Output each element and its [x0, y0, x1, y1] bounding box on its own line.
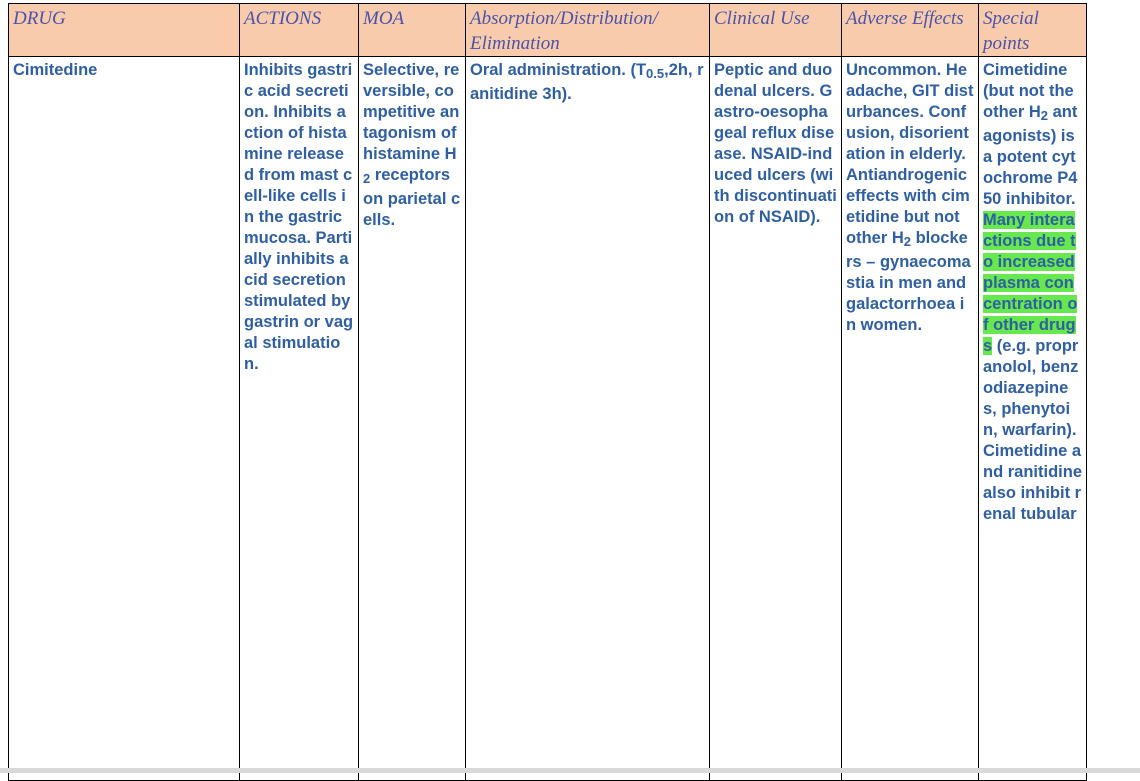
special-text: Cimetidine (but not the other H	[983, 61, 1074, 121]
adverse-text-end: blockers – gynaecomastia in men and galactorrhoea in women.	[846, 229, 971, 334]
cell-adverse-effects	[842, 57, 979, 781]
moa-text-end: receptors on parietal cells.	[363, 166, 461, 229]
special-text-end: (e.g. propranolol, benzodiazepines, phenytoin, warfarin). Cimetidine and ranitidine also inhibit renal tubular	[983, 337, 1082, 523]
header-drug: DRUG	[9, 4, 240, 57]
cell-clinical-use: Peptic and duodenal ulcers. Gastro-oesophageal reflux disease. NSAID-induced ulcers (with discontinuation of NSAID).	[710, 57, 842, 781]
cell-drug: Cimitedine	[9, 57, 240, 781]
header-absorption: Absorption/Distribution/ Elimination	[466, 4, 710, 57]
header-clinical-use: Clinical Use	[710, 4, 842, 57]
absorption-text: Oral administration. (T	[470, 61, 647, 79]
highlighted-text: Many interactions due to increased plasma concentration of other drugs	[983, 211, 1078, 355]
absorption-text-end: ,2h, ranitidine 3h).	[470, 61, 704, 103]
header-moa: MOA	[359, 4, 466, 57]
header-special-points: Special points	[979, 4, 1087, 57]
special-text-mid: antagonists) is a potent cytochrome P450 inhibitor.	[983, 103, 1078, 208]
cell-moa	[359, 57, 466, 781]
drug-table	[8, 3, 1087, 781]
adverse-subscript: 2	[903, 234, 911, 249]
header-row	[9, 4, 1087, 57]
special-subscript: 2	[1040, 108, 1048, 123]
adverse-text: Uncommon. Headache, GIT disturbances. Confusion, disorientation in elderly. Antiandrogenic effects with cimetidine but not other H	[846, 61, 974, 247]
cell-special-points	[979, 57, 1087, 781]
header-actions: ACTIONS	[240, 4, 359, 57]
moa-text: Selective, reversible, competitive antagonism of histamine H	[363, 61, 460, 163]
cell-absorption	[466, 57, 710, 781]
cell-actions: Inhibits gastric acid secretion. Inhibits action of histamine released from mast cell-like cells in the gastric mucosa. Partially inhibits acid secretion stimulated by gastrin or vagal stimulation.	[240, 57, 359, 781]
absorption-subscript: 0.5	[646, 66, 665, 81]
header-adverse-effects: Adverse Effects	[842, 4, 979, 57]
table-row	[9, 57, 1087, 781]
bottom-scroll-bar	[0, 768, 1140, 773]
moa-subscript: 2	[363, 171, 371, 186]
